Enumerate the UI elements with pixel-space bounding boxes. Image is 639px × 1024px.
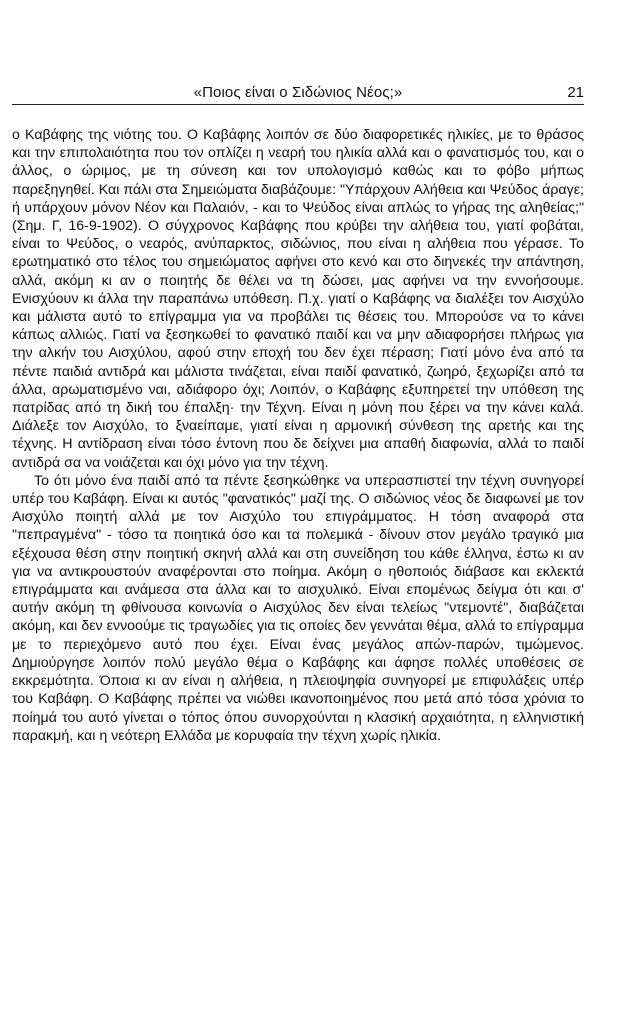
body-text bbox=[12, 126, 584, 745]
header-rule bbox=[12, 104, 584, 105]
page-number: 21 bbox=[567, 84, 584, 101]
paragraph-1: ο Καβάφης της νιότης του. Ο Καβάφης λοιπόν σε δύο διαφορετικές ηλικίες, με το θράσος και την επιπολαιότητα που τον οπλίζει η νεαρή του ηλικία αλλά και ο φανατισμός του, και ο άλλος, ο ώριμος, με τη σύνεση και τον υπολογισμό καθώς και το φόβο μήπως παρεξηγηθεί. Και πάλι στα Σημειώματα διαβάζουμε: "Υπάρχουν Αλήθεια και Ψεύδος άραγε; ή υπάρχουν μόνον Νέον και Παλαιόν, - και το Ψεύδος είναι απλώς το γήρας της αληθείας;" (Σημ. Γ, 16-9-1902). Ο σύγχρονος Καβάφης που κρύβει την αλήθεια του, γιατί φοβάται, είναι το Ψεύδος, ο νεαρός, ανύπαρκτος, σιδώνιος, που είναι η αλήθεια που γέρασε. Το ερωτηματικό στο τέλος του σημειώματος αφήνει στο κενό και στο διηνεκές την απάντηση, αλλά, ακόμη κι αν ο ποιητής δε θέλει να τη δώσει, μας αφήνει να την εννοήσουμε. Ενισχύουν κι άλλα την παραπάνω υπόθεση. Π.χ. γιατί ο Καβάφης να διαλέξει τον Αισχύλο και μάλιστα αυτό το επίγραμμα για να προβάλει τις θέσεις του. Μπορούσε να το κάνει κάπως αλλιώς. Γιατί να ξεσηκωθεί το φανατικό παιδί και να μην αδιαφορήσει πλήρως για την αλκήν του Αισχύλου, αφού στην εποχή του δεν έχει πέραση; Γιατί μόνο ένα από τα πέντε παιδιά αντιδρά και μάλιστα τινάζεται, είναι παιδί φανατικό, ζωηρό, ξεχωρίζει από τα άλλα, αρωματισμένο ναι, αδιάφορο όχι; Λοιπόν, ο Καβάφης εξυπηρετεί την υπόθεση της πατρίδας από τη δική του έπαλξη· την Τέχνη. Είναι η μόνη που ξέρει να την κάνει καλά. Διάλεξε τον Αισχύλο, το ξναείπαμε, γιατί είναι η αρμονική σύνθεση της αρετής και της τέχνης. Η αντίδραση είναι τόσο έντονη που δε δείχνει μια απαθή διαφωνία, αλλά το παιδί αντιδρά σα να νοιάζεται και όχι μόνο για την τέχνη. bbox=[12, 127, 584, 471]
paragraph-2: Το ότι μόνο ένα παιδί από τα πέντε ξεσηκώθηκε να υπερασπιστεί την τέχνη συνηγορεί υπέρ του Καβάφη. Είναι κι αυτός "φανατικός" μαζί της. Ο σιδώνιος νέος δε διαφωνεί με τον Αισχύλο ποιητή αλλά με τον Αισχύλο του επιγράμματος. Η τόση αναφορά στα "πεπραγμένα" - τόσο τα ποιητικά όσο και τα πολεμικά - δίνουν στον μεγάλο τραγικό μια εξέχουσα θέση στην ποιητική σκηνή αλλά και στη συνείδηση του κάθε έλληνα, έστω κι αν για να αντικρουστούν αναφέρονται στο ποίημα. Ακόμη ο ηθοποιός διάβασε και εκλεκτά επιγράμματα και ανάμεσα στα άλλα και το αισχυλικό. Είναι επομένως δείγμα ότι και σ' αυτήν ακόμη τη φθίνουσα κοινωνία ο Αισχύλος δεν είναι τελείως "ντεμοντέ", διαβάζεται ακόμη, και δεν εννοούμε τις τραγωδίες για τις οποίες δεν γεννάται θέμα, αλλά το επίγραμμα με το περιεχόμενο αυτό που έχει. Είναι ένας μεγάλος απών-παρών, τιμώμενος. Δημιούργησε λοιπόν πολύ μεγάλο θέμα ο Καβάφης και άφησε πολλές υποθέσεις σε εκκρεμότητα. Όποια κι αν είναι η αλήθεια, η πλειοψηφία συνηγορεί με επιφυλάξεις υπέρ του Καβάφη. Ο Καβάφης πρέπει να νιώθει ικανοποιημένος που μετά από τόσα χρόνια το ποίημά του αυτό γίνεται ο τόπος όπου συνορχούνται η κλασική αρχαιότητα, η ελληνιστική παρακμή, και η νεότερη Ελλάδα με κορυφαία την τέχνη χωρίς ηλικία. bbox=[12, 472, 584, 744]
running-head bbox=[12, 84, 584, 104]
running-title: «Ποιος είναι ο Σιδώνιος Νέος;» bbox=[193, 84, 403, 101]
